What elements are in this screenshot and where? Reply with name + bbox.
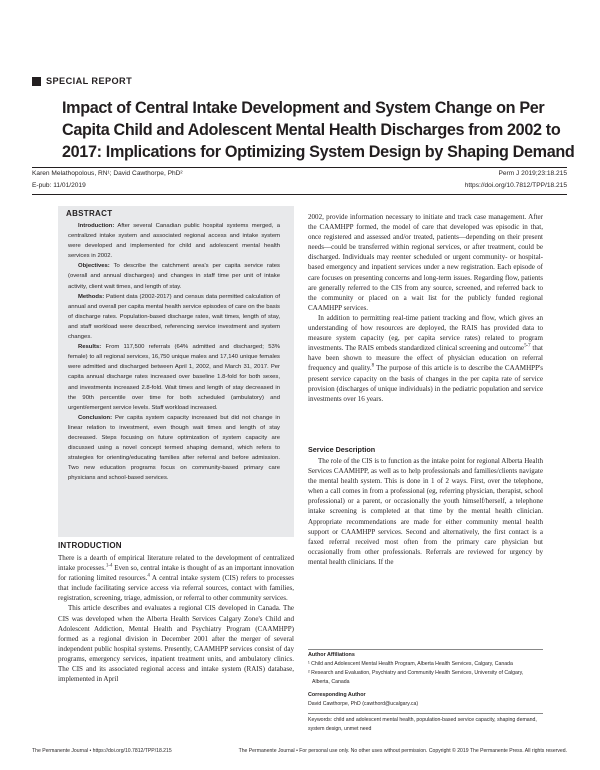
affiliation-2-cont: Alberta, Canada [312,679,350,685]
affiliations-heading: Author Affiliations [308,652,355,658]
affiliations-list [308,660,523,687]
right-paragraph-1: 2002, provide information necessary to initiate and track case management. After the CAAMHPP formed, the model of care that developed was episodic in that, once registered and assessed and/or treated, patients—depending on their present needs—could be transferred within regional services, or after treatment, could be discharged. Individuals may reenter scheduled or urgent community- or hospital-based emergency and inpatient services under a new registration. Each episode of care focuses on presenting concerns and long-term issues. Regarding flow, patients are generally referred to the CIS from any source, screened, and referred back to the community or placed on a wait list for the publicly funded regional CAAMHPP services. [308,213,543,312]
corresponding-author-heading: Corresponding Author [308,692,366,698]
abstract-objectives: Objectives: To describe the catchment area's per capita service rates (overall and annual discharges) and changes in staff time per unit of intake activity, client wait times, and length of stay. [68,263,280,290]
introduction-heading: INTRODUCTION [58,541,122,550]
introduction-paragraph-2: This article describes and evaluates a regional CIS developed in Canada. The CIS was developed when the Alberta Health Services Calgary Zone's Child and Adolescent Addiction, Mental Health and Psychiatry Program (CAAMHPP) formed as a regional division in December 2001 after the merger of several independent public hospital systems. Presently, CAAMHPP services consist of day programs, emergency services, inpatient treatment units, and ambulatory clinics. The CIS and its associated regional access and intake system (RAIS) database, implemented in April [58,604,294,684]
service-description-heading: Service Description [308,445,376,454]
abstract-introduction: Introduction: After several Canadian public hospital systems merged, a centralized intake system and associated regional access and intake system were developed and implemented for child and adolescent mental health services in 2002. [68,223,280,260]
keywords-line-2: system design, unmet need [308,726,372,732]
header-rule-bottom [32,194,567,195]
corresponding-author [308,700,418,709]
header-rule-top [32,167,567,168]
abstract-conclusion: Conclusion: Per capita system capacity increased but did not change in linear relation to investment, even though wait times and length of stay decreased. Steps focusing on future optimization of system capacity are discussed using a novel concept termed shaping demand, which refers to strategies for orienting/educating families after referral and before admission. Two new education programs focus on community-based primary care physicians and school-based services. [68,414,281,482]
affiliations-rule [308,649,543,650]
section-label-text: SPECIAL REPORT [46,76,133,86]
corresponding-author-email[interactable]: David Cawthorpe, PhD (cawthord@ucalgary.ca) [308,701,419,707]
section-square-icon [32,77,41,86]
journal-reference: Perm J 2019;23:18.215 [498,170,567,177]
service-description-body [308,456,543,567]
affiliation-1: ¹ Child and Adolescent Mental Health Program, Alberta Health Services, Calgary, Canada [308,661,513,667]
abstract-results: Results: From 117,500 referrals (64% admitted and discharged; 53% female) to all regional services, 16,750 unique males and 17,140 unique females were admitted and discharged between April 1, 2002, and March 31, 2017. Per capita annual discharge rates increased over baseline 1.8-fold for both sexes, and investments increased 2.8-fold. Wait times and length of stay decreased in the 90th percentile over time for both scheduled (ambulatory) and urgent/emergent service levels. Staff workload increased. [68,344,280,411]
abstract-body [68,221,280,483]
introduction-paragraph-1: There is a dearth of empirical literature related to the development of centralized intake processes.$^{1-4}$ Even so, central intake is thought of as an important innovation for rationing limited resources.$^4$ A central intake system (CIS) refers to processes that include facilitating service access via referral sources, contact with families, registration, screening, triage, admission, or referral to other community services. [58,554,294,603]
footer-right: The Permanente Journal • For personal use only. No other uses without permission. Copyright © 2019 The Permanente Press. All rights reserved. [238,748,567,754]
authors-line: Karen Melathopolous, RN¹; David Cawthorpe, PhD² [32,170,183,177]
doi-link[interactable]: https://doi.org/10.7812/TPP/18.215 [464,182,567,189]
keywords [308,716,537,734]
keywords-line-1: Keywords: child and adolescent mental health, population-based service capacity, shaping demand, [308,717,537,723]
right-column-body [308,212,543,404]
affiliation-2: ² Research and Evaluation, Psychiatry and Community Health Services, University of Calgary, [308,670,524,676]
introduction-body [58,553,294,684]
section-label [32,76,132,86]
footer-left: The Permanente Journal • https://doi.org/10.7812/TPP/18.215 [32,748,172,754]
keywords-rule [308,713,543,714]
epub-date: E-pub: 11/01/2019 [32,182,86,189]
article-title: Impact of Central Intake Development and System Change on Per Capita Child and Adolescent Mental Health Discharges from 2002 to 2017: Implications for Optimizing System Design by Shaping Demand [62,99,575,161]
abstract-heading: ABSTRACT [66,209,113,218]
right-paragraph-2: In addition to permitting real-time patient tracking and flow, which gives an understanding of how resources are deployed, the RAIS has provided data to measure system capacity (eg, per capita service rates) related to program investments. The RAIS embeds standardized clinical screening and outcome$^{5-7}$ that have been shown to measure the effect of physician education on referral frequency and quality.$^8$ The purpose of this article is to describe the CAAMHPP's present service capacity on the basis of changes in the per capita rate of service provision (discharges of unique individuals) in the pediatric population and service investments over 16 years. [308,313,544,403]
service-paragraph: The role of the CIS is to function as the intake point for regional Alberta Health Services CAAMHPP, as well as to help professionals and families/clients navigate the mental health system. This is done in 1 of 2 ways. First, over the telephone, when a call comes in from a professional (eg, referring physician, therapist, school professional) or a parent, or occasionally the youth himself/herself, a telephone intake screening is completed at that time by the mental health clinician. Appropriate recommendations are made for either community mental health support or CAAMHPP services. Second and alternatively, the first contact is a faxed referral received most often from the primary care physician but occasionally from other professionals. Referrals are reviewed for urgency by mental health clinicians. If the [308,457,543,566]
abstract-methods: Methods: Patient data (2002-2017) and census data permitted calculation of annual and overall per capita mental health service episodes of care on the basis of discharge rates. Population-based discharge rates, wait times, length of stay, and staff workload were described, referencing service investment and system changes. [68,293,281,341]
